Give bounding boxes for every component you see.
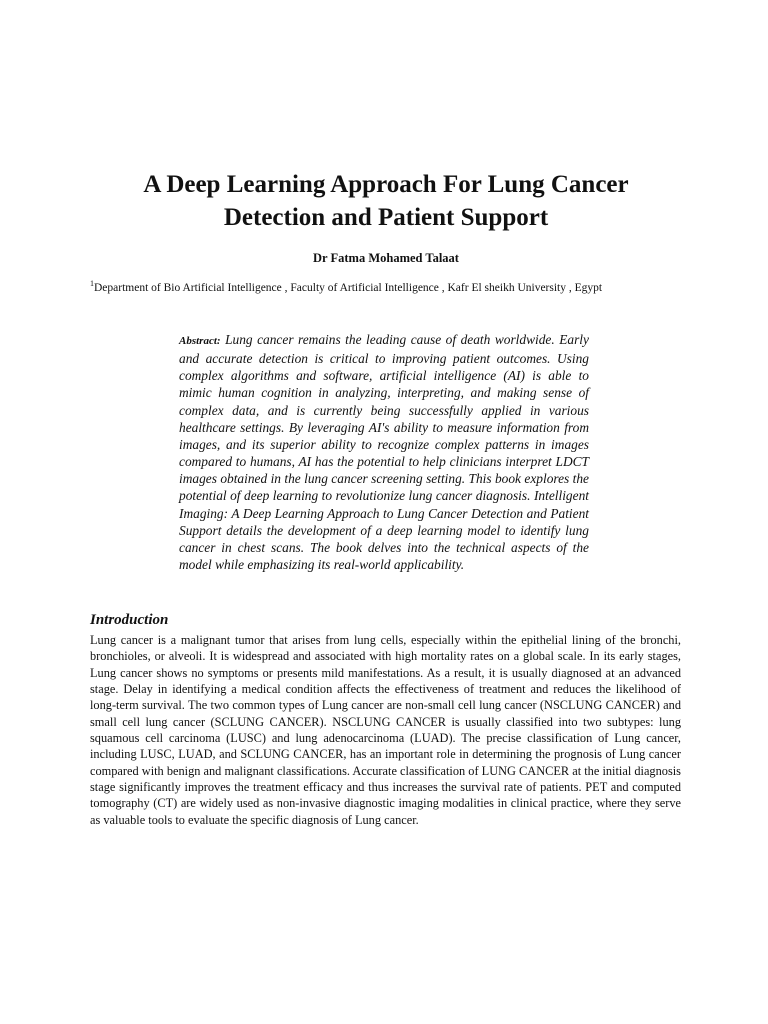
abstract [179, 331, 589, 573]
affiliation-marker: 1 [90, 279, 94, 289]
abstract-label: Abstract: [179, 335, 221, 347]
section-heading-introduction: Introduction [90, 612, 169, 628]
introduction-paragraph: Lung cancer is a malignant tumor that arises from lung cells, especially within the epithelial lining of the bronchi, bronchioles, or alveoli. It is widespread and associated with high mortality rates on a global scale. In its early stages, Lung cancer shows no symptoms or presents mild manifestations. As a result, it is usually diagnosed at an advanced stage. Delay in identifying a medical condition affects the effectiveness of treatment and reduces the likelihood of long-term survival. The two common types of Lung cancer are non-small cell lung cancer (NSCLUNG CANCER) and small cell lung cancer (SCLUNG CANCER). NSCLUNG CANCER is usually classified into two subtypes: lung squamous cell carcinoma (LUSC) and lung adenocarcinoma (LUAD). The precise classification of Lung cancer, including LUSC, LUAD, and SCLUNG CANCER, has an important role in determining the prognosis of Lung cancer compared with benign and malignant classifications. Accurate classification of LUNG CANCER at the initial diagnosis stage significantly improves the treatment efficacy and thus increases the survival rate of patients. PET and computed tomography (CT) are widely used as non-invasive diagnostic imaging modalities in clinical practice, where they serve as valuable tools to evaluate the specific diagnosis of Lung cancer. [90, 633, 681, 827]
author-name: Dr Fatma Mohamed Talaat [313, 251, 459, 265]
abstract-text: Lung cancer remains the leading cause of death worldwide. Early and accurate detection is critical to improving patient outcomes. Using complex algorithms and software, artificial intelligence (AI) is able to mimic human cognition in analyzing, interpreting, and making sense of complex data, and is currently being successfully applied in various healthcare settings. By leveraging AI's ability to measure information from images, and its superior ability to recognize complex patterns in images compared to humans, AI has the potential to help clinicians interpret LDCT images obtained in the lung cancer screening setting. This book explores the potential of deep learning to revolutionize lung cancer diagnosis. Intelligent Imaging: A Deep Learning Approach to Lung Cancer Detection and Patient Support details the development of a deep learning model to identify lung cancer in chest scans. The book delves into the technical aspects of the model while emphasizing its real-world applicability. [179, 332, 589, 573]
author-affiliation [90, 280, 690, 296]
paper-title: A Deep Learning Approach For Lung Cancer Detection and Patient Support [143, 171, 629, 231]
affiliation-text: Department of Bio Artificial Intelligence , Faculty of Artificial Intelligence , Kafr El sheikh University , Egypt [94, 282, 603, 294]
